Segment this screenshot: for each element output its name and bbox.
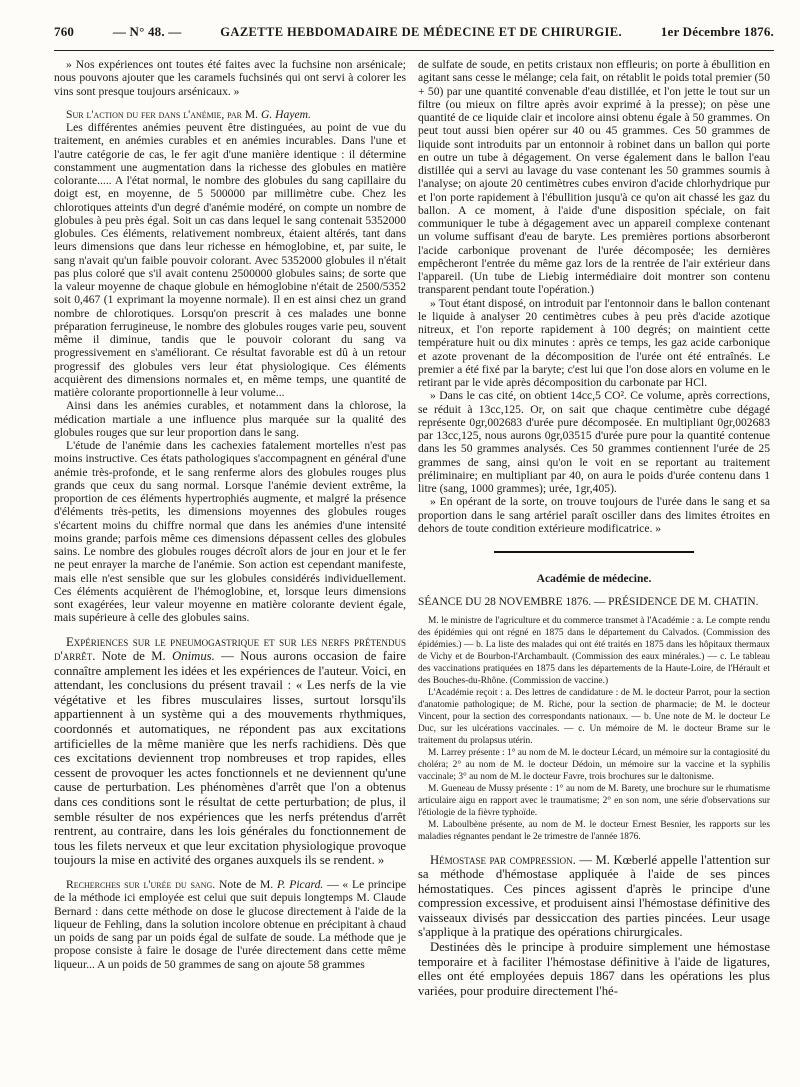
picard-continued-4: » En opérant de la sorte, on trouve toujours de l'urée dans le sang et sa proportion dans le sang artériel paraît osciller dans des limites étroites en dehors de toute condition extérieure modificatrice. » <box>418 495 770 535</box>
onimus-text: — Nous aurons occasion de faire connaître amplement les idées et les expériences de l'auteur. Voici, en attendant, les conclusions du présent travail : « Les nerfs de la vie végétative et les fibres musculaires lisses, surtout lorsqu'ils appartiennent à un système qui a des mouvements rhythmiques, coordonnés et automatiques, ne répondent pas aux excitations artificielles de la même manière que les nerfs rachidiens. Dès que ces excitations deviennent trop nombreuses et trop rapides, elles cessent de provoquer les actes fonctionnels et ne deviennent qu'une cause de perturbation. Les phénomènes d'arrêt que l'on a obtenus dans ces conditions sont le résultat de cette perturbation; de plus, il semble résulter de nos expériences que les nerfs prétendus d'arrêt rentrent, au contraire, dans les lois générales du fonctionnement de tous les filets nerveux et que leur excitation physiologique provoque toujours la mise en activité des organes auxquels ils se rendent. » <box>54 649 406 868</box>
correspondence-1: M. le ministre de l'agriculture et du commerce transmet à l'Académie : a. Le compte rendu des épidémies qui ont régné en 1875 dans le département du Calvados. (Commission des épidémies.) — b. La liste des malades qui ont été traités en 1875 dans les hôpitaux thermaux de Vichy et de Bourbon-l'Archambault. (Commission des eaux minérales.) — c. Le tableau des vaccinations pratiquées en 1875 dans les départements de la Haute-Loire, de l'Hérault et des Bouches-du-Rhône. (Commission de vaccine.) <box>418 615 770 686</box>
seance-line: SÉANCE DU 28 NOVEMBRE 1876. — PRÉSIDENCE DE M. CHATIN. <box>418 596 759 609</box>
correspondence-3: M. Larrey présente : 1° au nom de M. le docteur Lécard, un mémoire sur la contagiosité du choléra; 2° au nom de M. le docteur Dédoin, un mémoire sur la vaccine et la syphilis vaccinale; 3° au nom de M. le docteur Favre, trois brochures sur le daltonisme. <box>418 747 770 782</box>
hemostase-article <box>418 853 770 941</box>
hayem-para3: L'étude de l'anémie dans les cachexies fatalement mortelles n'est pas moins instructive. Ces états pathologiques s'accompagnent en général d'une anémie très-profonde, et le sang renferme alors des globules rouges plus grands que ceux du sang normal. Lorsque l'anémie devient extrême, la proportion de ces éléments hypertrophiés augmente, et malgré la présence d'éléments très-petits, les dimensions moyennes des globules rouges s'écartent moins du chiffre normal que dans les anémies d'une intensité moins grande; parfois même ces dimensions dépassent celles des globules sains. Le nombre des globules rouges décroît alors de jour en jour et le fer ne peut enrayer la marche de l'anémie. Son action est cependant manifeste, mais elle n'est sensible que sur les globules considérés individuellement. Ces éléments acquièrent de l'hémoglobine, et, lorsque leurs dimensions sont exagérées, leur valeur moyenne en matière colorante devient égale, mais supérieure à celle des globules sains. <box>54 439 406 625</box>
correspondence-5: M. Laboulbène présente, au nom de M. le docteur Ernest Besnier, les rapports sur les maladies régnantes pendant le 2e trimestre de l'année 1876. <box>418 819 770 842</box>
hayem-para1: Les différentes anémies peuvent être distinguées, au point de vue du traitement, en anémies curables et en anémies incurables. Dans l'une et l'autre catégorie de cas, le fer agit d'une manière identique : il détermine constamment une augmentation dans la richesse des globules en matière colorante..... A l'état normal, le nombre des globules du sang capillaire du doigt est, en moyenne, de 5 500000 par millimètre cube. Chez les chlorotiques atteints d'un degré d'anémie modéré, on compte un nombre de globules à peu près égal. Soit un cas dans lequel le sang contenait 5352000 globules. Ces éléments, relativement nombreux, étaient altérés, tant dans leurs dimensions que dans leur richesse en hémoglobine, et, par suite, le sang n'avait qu'un faible pouvoir colorant. Avec 5352000 globules il n'était pas plus coloré que s'il avait contenu 2500000 globules sains; de sorte que la valeur moyenne de chaque globule en hémoglobine n'était de 2500/5352 soit 0,467 (1 exprimant la moyenne normale). Il en est ainsi chez un grand nombre de chlorotiques. Lorsqu'on prescrit à ces malades une bonne préparation ferrugineuse, le nombre des globules rouges varie peu, souvent même il diminue, tandis que le pouvoir colorant du sang va progressivement en s'améliorant. Ce résultat favorable est dû à un retour progressif des globules vers leur état physiologique. Ces éléments acquièrent des dimensions normales et, en même temps, une quantité de matière colorante proportionnelle à leur volume... <box>54 121 406 399</box>
issue-number: — N° 48. — <box>112 24 182 39</box>
onimus-author: Onimus. <box>172 649 215 664</box>
picard-continued-1: de sulfate de soude, en petits cristaux non effleuris; on porte à ébullition en agitant sans cesse le mélange; cela fait, on rétablit le poids total premier (50 + 50) par une quantité convenable d'eau distillée, et l'on jette le tout sur un filtre (ou mieux on filtre après avoir exprimé à la presse); on pèse une quantité de ce liquide clair et incolore ainsi obtenu égale à 50 grammes. On peut tout aussi bien opérer sur 40 ou 45 grammes. Ces 50 grammes de liquide sont introduits par un entonnoir à robinet dans un ballon qui porte en outre un tube à dégagement. On verse également dans le ballon l'eau distillée qui a servi au lavage du vase contenant les 50 grammes soumis à l'analyse; on ajoute 20 centimètres cubes environ d'acide chlorhydrique pur et l'on porte rapidement à l'ébullition jusqu'à ce qu'on ait chassé les gaz du ballon. A ce moment, à l'aide d'une disposition spéciale, on fait communiquer le tube à dégagement avec un appareil complexe contenant un volume suffisant d'eau de baryte. Les premières portions absorberont l'acide carbonique provenant de l'urée décomposée; les dernières empêcheront l'entrée du même gaz lors de la rentrée de l'air extérieur dans l'appareil. (Un tube de Liebig intermédiaire doit montrer son contenu transparent pendant toute l'opération.) <box>418 58 770 297</box>
hayem-author: G. Hayem. <box>260 107 311 121</box>
issue-date: 1er Décembre 1876. <box>660 24 774 39</box>
page-number: 760 <box>54 24 75 39</box>
hayem-para2: Ainsi dans les anémies curables, et notamment dans la chlorose, la médication martiale a une influence plus marquée sur la qualité des globules rouges que sur leur proportion dans le sang. <box>54 399 406 439</box>
hemostase-text-1: — M. Kœberlé appelle l'attention sur sa méthode d'hémostase appliquée à l'aide de ses pinces hémostatiques. Ces pinces agissent d'après le principe d'une compression excessive, et produisent ainsi l'hémostase définitive des vaisseaux divisés par dessiccation des parties pincées. Leur usage s'applique à la pratique des opérations chirurgicales. <box>418 852 770 940</box>
onimus-article <box>54 635 406 869</box>
section-separator <box>494 551 694 553</box>
page-header <box>54 24 774 46</box>
picard-heading: Recherches sur l'urée du sang. <box>66 878 216 891</box>
left-column <box>54 58 406 1079</box>
hayem-heading: Sur l'action du fer dans l'anémie, par M. <box>66 107 259 121</box>
hemostase-heading: Hémostase par compression. <box>430 852 576 867</box>
intro-quote: » Nos expériences ont toutes été faites avec la fuchsine non arsénicale; nous pouvons ajouter que les caramels fuchsinés qui ont servi à colorer les vins sont presque toujours arsénicaux. » <box>54 58 406 98</box>
picard-author: P. Picard. <box>276 878 324 891</box>
header-rule <box>54 50 774 51</box>
picard-continued-2: » Tout étant disposé, on introduit par l'entonnoir dans le ballon contenant le liquide à analyser 20 centimètres cubes à peu près d'acide azotique nitreux, et l'on reporte rapidement à 100 degrés; on maintient cette température huit ou dix minutes : après ce temps, les gaz acide carbonique et azote provenant de la décomposition de l'urée ont été entraînés. Le premier a été fixé par la baryte; c'est lui que l'on dose alors en volume en le retirant par le vide après décomposition du carbonate par HCl. <box>418 296 770 389</box>
picard-continued-3: » Dans le cas cité, on obtient 14cc,5 CO². Ce volume, après corrections, se réduit à 13cc,125. Or, on sait que chaque centimètre cube dégagé représente 0gr,002683 d'urée pure décomposée. En multipliant 0gr,002683 par 13cc,125, nous aurons 0gr,03515 d'urée pure pour la quantité contenue dans les 50 grammes analysés. Ces 50 grammes contiennent l'urée de 25 grammes de sang, ainsi qu'on le voit en se reportant au traitement préliminaire; en multipliant par 40, on aura le poids d'urée contenu dans 1 litre (sang, 1000 grammes); urée, 1gr,405). <box>418 389 770 495</box>
correspondence-block <box>418 615 770 843</box>
onimus-note-prefix: Note de M. <box>101 649 166 664</box>
picard-article <box>54 878 406 971</box>
academie-title: Académie de médecine. <box>536 573 652 585</box>
hemostase-text-2: Destinées dès le principe à produire simplement une hémostase temporaire et à faciliter l'hémostase définitive à l'aide de ligatures, elles ont été employées depuis 1867 dans les opérations les plus variées, pour produire directement l'hé- <box>418 940 770 998</box>
picard-text: — « Le principe de la méthode ici employée est celui que suit depuis longtemps M. Claude Bernard : dans cette méthode on dose le glucose directement à l'aide de la liqueur de Fehling, dans la solution incolore obtenue en précipitant à chaud un poids de sang par un poids égal de sulfate de soude. La méthode que je propose consiste à faire le dosage de l'urée directement dans cette même liqueur... A un poids de 50 grammes de sang on ajoute 58 grammes <box>54 878 406 971</box>
hayem-article <box>54 108 406 121</box>
picard-note-prefix: Note de M. <box>218 878 274 891</box>
onimus-heading: Expériences sur le pneumogastrique et sur les nerfs prétendus d'arrêt. <box>54 634 406 664</box>
right-column <box>418 58 770 1079</box>
journal-title: GAZETTE HEBDOMADAIRE DE MÉDECINE ET DE CHIRURGIE. <box>220 25 622 39</box>
correspondence-2: L'Académie reçoit : a. Des lettres de candidature : de M. le docteur Parrot, pour la section d'anatomie pathologique; de M. Riche, pour la section de pharmacie; de M. le docteur Vincent, pour la section des correspondants nationaux. — b. Une note de M. le docteur Le Duc, sur les ulcérations vaccinales. — c. Un mémoire de M. le docteur Brame sur le traitement du prolapsus utérin. <box>418 687 770 746</box>
correspondence-4: M. Gueneau de Mussy présente : 1° au nom de M. Barety, une brochure sur le rhumatisme articulaire aigu en rapport avec le traumatisme; 2° en son nom, une série d'observations sur l'étiologie de la fièvre typhoïde. <box>418 783 770 818</box>
